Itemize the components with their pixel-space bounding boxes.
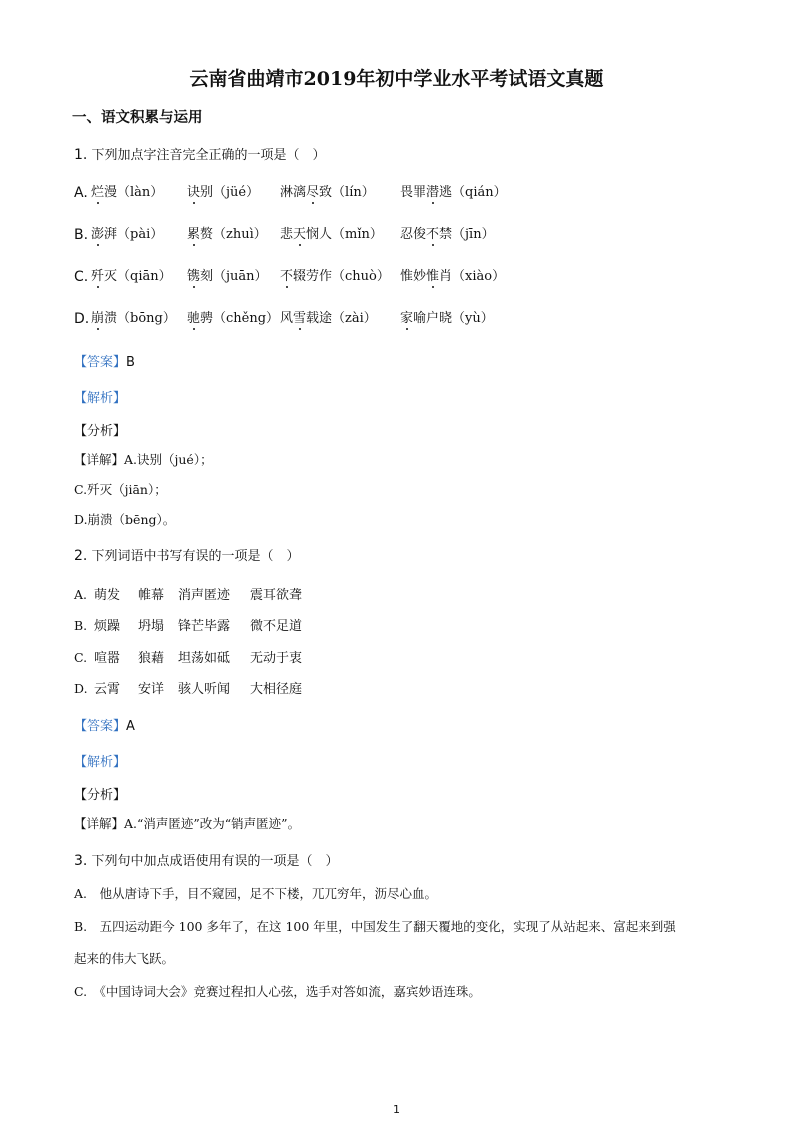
option-label: B.: [74, 227, 89, 243]
question-2-stem: [74, 549, 300, 563]
option-item: 震耳欲聋: [250, 588, 303, 603]
option-item: 消声匿迹: [178, 588, 231, 603]
option-row: [74, 312, 724, 326]
option-item: 烂漫（làn）: [91, 185, 164, 200]
option-row: [74, 683, 474, 696]
question-number: 1.: [74, 147, 88, 163]
answer-value: A: [126, 719, 135, 734]
section-heading: 一、语文积累与运用: [72, 110, 203, 126]
emphasis-dot-char: 诀: [187, 185, 201, 200]
emphasis-dot-char: 累: [187, 227, 201, 242]
option-label: A.: [74, 185, 88, 201]
option-item: 锋芒毕露: [178, 619, 231, 634]
option-item: 喧嚣: [94, 651, 121, 666]
option-label: C.: [74, 650, 88, 665]
option-label: B.: [74, 618, 88, 633]
emphasis-dot-char: 不: [280, 269, 294, 284]
option-item: 狼藉: [138, 651, 165, 666]
fenxi-label: 【分析】: [74, 424, 127, 439]
question-number: 3.: [74, 853, 88, 869]
option-label: C.: [74, 269, 89, 285]
option-label: A.: [74, 587, 88, 602]
option-item: 无动于衷: [250, 651, 303, 666]
emphasis-dot-char: 澎: [91, 227, 105, 242]
analysis-label: 【解析】: [74, 755, 127, 770]
option-item: 惟妙惟肖（xiào）: [400, 269, 506, 284]
answer-value: B: [126, 355, 135, 370]
emphasis-dot-char: 镌: [187, 269, 201, 284]
option-item: 忍俊不禁（jīn）: [400, 227, 495, 242]
option-item: 澎湃（pài）: [91, 227, 164, 242]
question-text: 下列词语中书写有误的一项是（ ）: [91, 549, 300, 564]
emphasis-dot-char: 崩: [91, 311, 105, 326]
option-item: 烦躁: [94, 619, 121, 634]
option-item: 帷幕: [138, 588, 165, 603]
option-item: 坍塌: [138, 619, 165, 634]
detail-line: 【详解】A.“消声匿迹”改为“销声匿迹”。: [74, 816, 301, 831]
option-item: 累赘（zhuì）: [187, 227, 267, 242]
detail-line: C.歼灭（jiān）；: [74, 482, 167, 497]
answer-label: 【答案】: [74, 719, 127, 734]
emphasis-dot-char: 不: [426, 227, 440, 242]
question-number: 2.: [74, 548, 88, 564]
emphasis-dot-char: 惟: [426, 269, 440, 284]
option-row: [74, 620, 474, 633]
option-item: 安详: [138, 682, 165, 697]
question-1-stem: [74, 148, 326, 162]
option-row: [74, 228, 724, 242]
emphasis-dot-char: 家: [400, 311, 414, 326]
option-item: 镌刻（juān）: [187, 269, 268, 284]
emphasis-dot-char: 尽: [306, 185, 320, 200]
option-item: 微不足道: [250, 619, 303, 634]
option-row: [74, 589, 474, 602]
option-row: [74, 186, 724, 200]
emphasis-dot-char: 潜: [426, 185, 440, 200]
question-3-stem: [74, 854, 339, 868]
answer-label: 【答案】: [74, 355, 127, 370]
option-item: 大相径庭: [250, 682, 303, 697]
answer-line: [74, 720, 135, 733]
question-text: 下列加点字注音完全正确的一项是（ ）: [91, 148, 326, 163]
option-item: 风雪载途（zài）: [280, 311, 377, 326]
option-b-line2: 起来的伟大飞跃。: [74, 951, 175, 966]
page-title: 云南省曲靖市2019年初中学业水平考试语文真题: [189, 68, 604, 90]
option-item: 家喻户晓（yù）: [400, 311, 494, 326]
emphasis-dot-char: 天: [293, 227, 307, 242]
option-label: D.: [74, 311, 90, 327]
option-item: 云霄: [94, 682, 121, 697]
emphasis-dot-char: 雪: [293, 311, 307, 326]
option-item: 不辍劳作（chuò）: [280, 269, 390, 284]
option-item: 诀别（jüé）: [187, 185, 260, 200]
page-number: 1: [393, 1103, 400, 1116]
analysis-label: 【解析】: [74, 391, 127, 406]
option-item: 淋漓尽致（lín）: [280, 185, 375, 200]
answer-line: [74, 356, 135, 369]
emphasis-dot-char: 烂: [91, 185, 105, 200]
emphasis-dot-char: 歼: [91, 269, 105, 284]
option-item: 坦荡如砥: [178, 651, 231, 666]
option-row: [74, 270, 724, 284]
question-text: 下列句中加点成语使用有误的一项是（ ）: [91, 854, 339, 869]
option-item: 崩溃（bōng）: [91, 311, 176, 326]
option-label: D.: [74, 681, 88, 696]
option-a: A. 他从唐诗下手，目不窥园，足不下楼，兀兀穷年，沥尽心血。: [74, 886, 438, 901]
option-item: 歼灭（qiān）: [91, 269, 172, 284]
detail-line: 【详解】A.诀别（jué）；: [74, 452, 213, 467]
option-item: 驰骋（chěng）: [187, 311, 280, 326]
detail-line: D.崩溃（bēng）。: [74, 512, 176, 527]
option-item: 萌发: [94, 588, 121, 603]
option-b-line1: B. 五四运动距今 100 多年了，在这 100 年里，中国发生了翻天覆地的变化，实现了从站起来、富起来到强: [74, 919, 676, 934]
option-row: [74, 652, 474, 665]
option-item: 悲天悯人（mǐn）: [280, 227, 383, 242]
fenxi-label: 【分析】: [74, 788, 127, 803]
option-item: 骇人听闻: [178, 682, 231, 697]
option-c: C. 《中国诗词大会》竞赛过程扣人心弦，选手对答如流，嘉宾妙语连珠。: [74, 984, 481, 999]
option-item: 畏罪潜逃（qián）: [400, 185, 507, 200]
emphasis-dot-char: 驰: [187, 311, 201, 326]
